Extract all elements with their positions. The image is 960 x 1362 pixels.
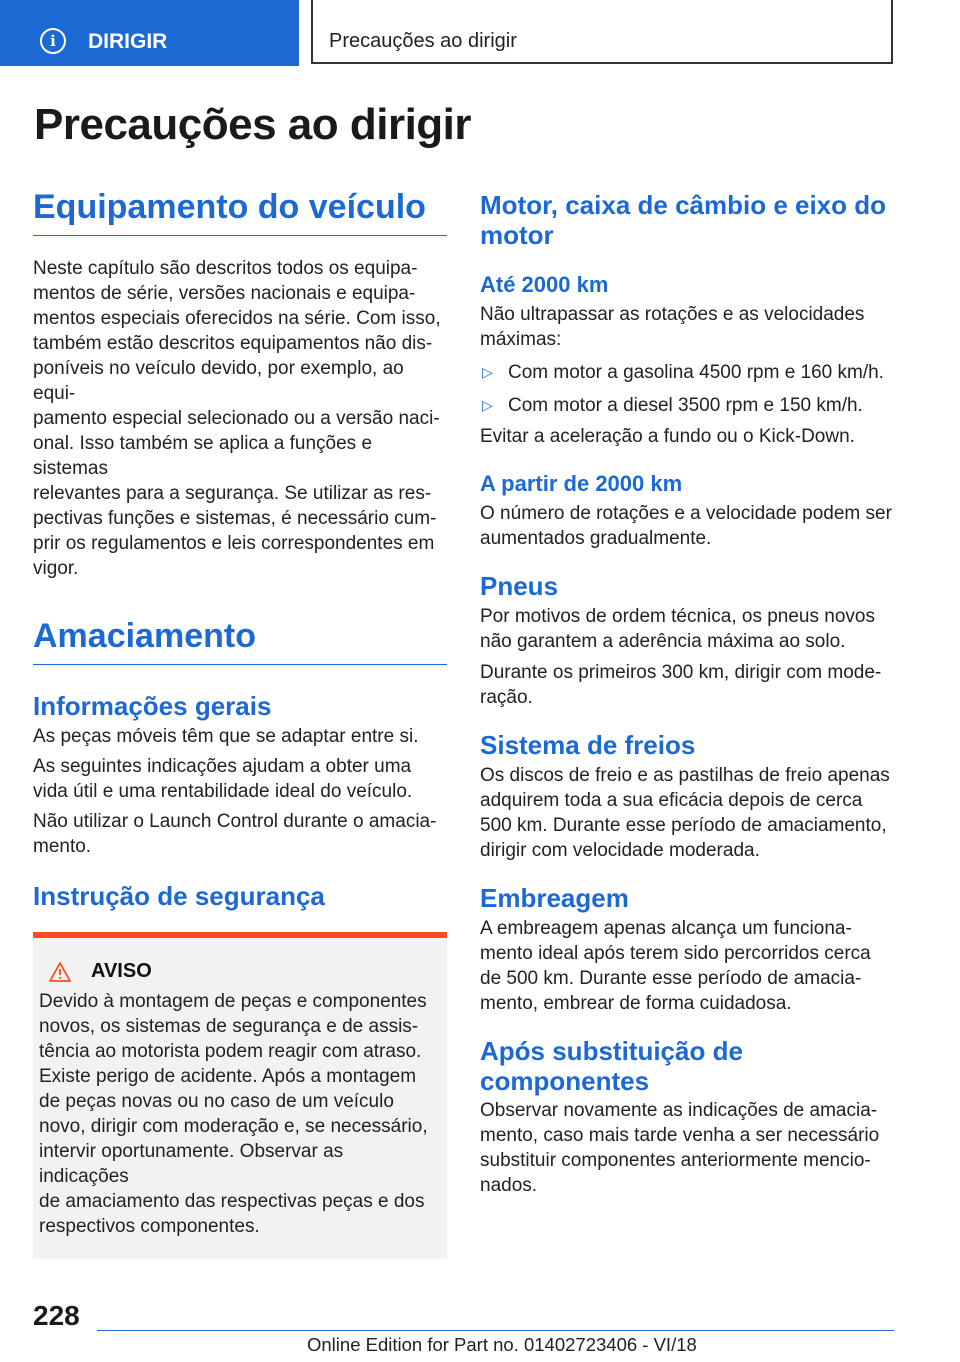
info-paragraph-2: As seguintes indicações ajudam a obter uma vida útil e uma rentabilidade ideal do veículo. [33, 756, 413, 802]
warning-title: AVISO [91, 960, 152, 982]
footer-edition: Online Edition for Part no. 01402723406 - VI/18 [307, 1334, 697, 1355]
freios-heading: Sistema de freios [480, 730, 696, 760]
embreagem-heading: Embreagem [480, 883, 629, 913]
pneus-heading: Pneus [480, 571, 559, 601]
left-column [33, 188, 447, 1259]
ate-2000-heading: Até 2000 km [480, 272, 609, 297]
amaciamento-heading: Amaciamento [33, 617, 256, 655]
info-heading: Informações gerais [33, 691, 272, 721]
section-tab[interactable] [0, 0, 299, 66]
warning-box [33, 932, 447, 1259]
running-header [311, 0, 893, 64]
triangle-bullet-icon: ▷ [482, 364, 493, 380]
warning-triangle-icon [49, 962, 71, 982]
info-icon: i [40, 28, 66, 54]
heading-rule [33, 664, 447, 665]
ate-2000-note: Evitar a aceleração a fundo ou o Kick-Down. [480, 426, 855, 447]
embreagem-paragraph: A embreagem apenas alcança um funciona- mento ideal após terem sido percorridos cerca de 500 km. Durante esse período de amacia- mento, embrear de forma cuidadosa. [480, 918, 871, 1014]
freios-paragraph: Os discos de freio e as pastilhas de freio apenas adquirem toda a sua eficácia depois de cerca 500 km. Durante esse período de amaciamento, dirigir com velocidade moderada. [480, 765, 890, 861]
ate-2000-intro: Não ultrapassar as rotações e as velocidades máximas: [480, 304, 865, 350]
apartir-2000-heading: A partir de 2000 km [480, 471, 683, 496]
apos-heading: Após substituição de componentes [480, 1036, 743, 1096]
equip-paragraph: Neste capítulo são descritos todos os equipa- mentos de série, versões nacionais e equipa- mentos especiais oferecidos na série. Com isso, também estão descritos equipamentos não dis- poníveis no veículo devido, por exemplo, ao equi- pamento especial selecionado ou a versão naci- onal. Isso também se aplica a funções e sistemas relevantes para a segurança. Se utilizar as res- pectivas funções e sistemas, é necessário cum- prir os regulamentos e leis correspondentes em vigor. [33, 258, 441, 579]
info-paragraph-3: Não utilizar o Launch Control durante o amacia- mento. [33, 811, 437, 857]
warning-text: Devido à montagem de peças e componentes novos, os sistemas de segurança e de assis- tência ao motorista podem reagir com atraso. Existe perigo de acidente. Após a montagem de peças novas ou no caso de um veículo novo, dirigir com moderação e, se necessário, intervir oportunamente. Observar as indicações de amaciamento das respectivas peças e dos respectivos componentes. [39, 991, 428, 1237]
page-number: 228 [33, 1300, 80, 1331]
section-tab-label: DIRIGIR [88, 30, 168, 53]
info-paragraph-1: As peças móveis têm que se adaptar entre si. [33, 726, 419, 747]
footer-rule [97, 1330, 894, 1331]
running-header-title: Precauções ao dirigir [329, 30, 517, 52]
motor-heading: Motor, caixa de câmbio e eixo do motor [480, 190, 887, 250]
pneus-paragraph-1: Por motivos de ordem técnica, os pneus novos não garantem a aderência máxima ao solo. [480, 606, 875, 652]
apartir-2000-text: O número de rotações e a velocidade podem ser aumentados gradualmente. [480, 503, 892, 549]
right-column [480, 190, 894, 1198]
heading-rule [33, 235, 447, 236]
equip-heading: Equipamento do veículo [33, 188, 426, 226]
list-item: ▷ Com motor a diesel 3500 rpm e 150 km/h. [482, 395, 863, 416]
triangle-bullet-icon: ▷ [482, 397, 493, 413]
rpm-list [480, 360, 894, 418]
pneus-paragraph-2: Durante os primeiros 300 km, dirigir com mode- ração. [480, 662, 882, 708]
safety-heading: Instrução de segurança [33, 881, 325, 911]
apos-paragraph: Observar novamente as indicações de amacia- mento, caso mais tarde venha a ser necessário substituir componentes anteriormente mencio- nados. [480, 1100, 880, 1196]
page-title: Precauções ao dirigir [34, 100, 472, 149]
list-item: ▷ Com motor a gasolina 4500 rpm e 160 km/h. [482, 362, 884, 383]
